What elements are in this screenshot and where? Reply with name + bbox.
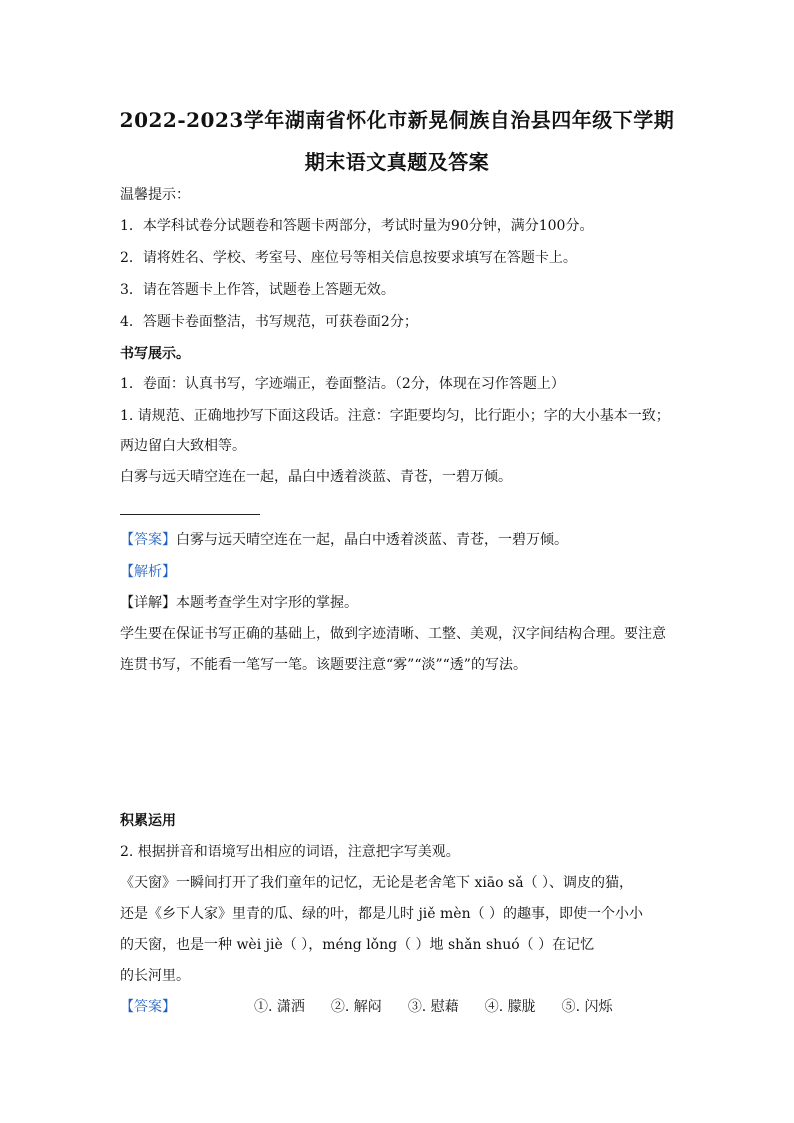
analysis-tag: 【解析】: [120, 564, 176, 580]
pinyin-text-line-1: 《天窗》一瞬间打开了我们童年的记忆，无论是老舍笔下 xiāo sǎ（ ）、调皮的猫，: [120, 875, 634, 891]
pinyin-text-line-2: 还是《乡下人家》里青的瓜、绿的叶，都是儿时 jiě mèn（ ）的趣事，即使一个小小: [120, 906, 644, 922]
detail-text: 本题考查学生对字形的掌握。: [176, 595, 358, 611]
page-title-line1: 2022-2023学年湖南省怀化市新晃侗族自治县四年级下学期: [119, 108, 675, 132]
writing-item-2-line2: 两边留白大致相等。: [120, 438, 246, 454]
copy-passage: 白雾与远天晴空连在一起，晶白中透着淡蓝、青苍，一碧万倾。: [120, 469, 512, 485]
pinyin-text-line-3: 的天窗，也是一种 wèi jiè（ ），méng lǒng（ ）地 shǎn shuó（ ）在记忆: [120, 937, 595, 953]
answer-row-1: [120, 530, 680, 550]
answer-row-2: [120, 997, 680, 1017]
answer-item-3: ③. 慰藉: [407, 999, 459, 1015]
notice-item-3: 3．请在答题卡上作答，试题卷上答题无效。: [120, 282, 395, 298]
notice-heading: 温馨提示：: [120, 187, 190, 203]
detail-row: [120, 593, 680, 613]
notice-item-1: 1．本学科试卷分试题卷和答题卡两部分，考试时量为90分钟，满分100分。: [120, 218, 594, 234]
question-2: 2. 根据拼音和语境写出相应的词语，注意把字写美观。: [120, 844, 460, 860]
answer-blank-line: [120, 514, 260, 515]
answer-item-5: ⑤. 闪烁: [561, 999, 613, 1015]
accumulate-heading: 积累运用: [120, 813, 176, 829]
answer-item-2: ②. 解闷: [330, 999, 382, 1015]
notice-item-4: 4．答题卡卷面整洁，书写规范，可获卷面2分；: [120, 314, 418, 330]
answer-tag: 【答案】: [120, 532, 176, 548]
explain-line-2: 连贯书写，不能看一笔写一笔。该题要注意“雾”“淡”“透”的写法。: [120, 657, 527, 673]
answer-tag-2: 【答案】: [120, 999, 176, 1015]
answer-item-4: ④. 朦胧: [484, 999, 536, 1015]
analysis-row: [120, 562, 680, 582]
writing-heading: 书写展示。: [120, 346, 190, 362]
writing-item-1: 1．卷面：认真书写，字迹端正，卷面整洁。（2分，体现在习作答题上）: [120, 376, 565, 392]
pinyin-text-line-4: 的长河里。: [120, 968, 190, 984]
answer-item-1: ①. 潇洒: [254, 999, 305, 1015]
page-title-line2: 期末语文真题及答案: [304, 150, 490, 174]
answer-text: 白雾与远天晴空连在一起，晶白中透着淡蓝、青苍，一碧万倾。: [176, 532, 568, 548]
writing-item-2-line1: 1. 请规范、正确地抄写下面这段话。注意：字距要均匀，比行距小；字的大小基本一致；: [120, 408, 670, 424]
detail-tag: 【详解】: [120, 595, 176, 611]
explain-line-1: 学生要在保证书写正确的基础上，做到字迹清晰、工整、美观，汉字间结构合理。要注意: [120, 626, 666, 642]
notice-item-2: 2．请将姓名、学校、考室号、座位号等相关信息按要求填写在答题卡上。: [120, 250, 577, 266]
